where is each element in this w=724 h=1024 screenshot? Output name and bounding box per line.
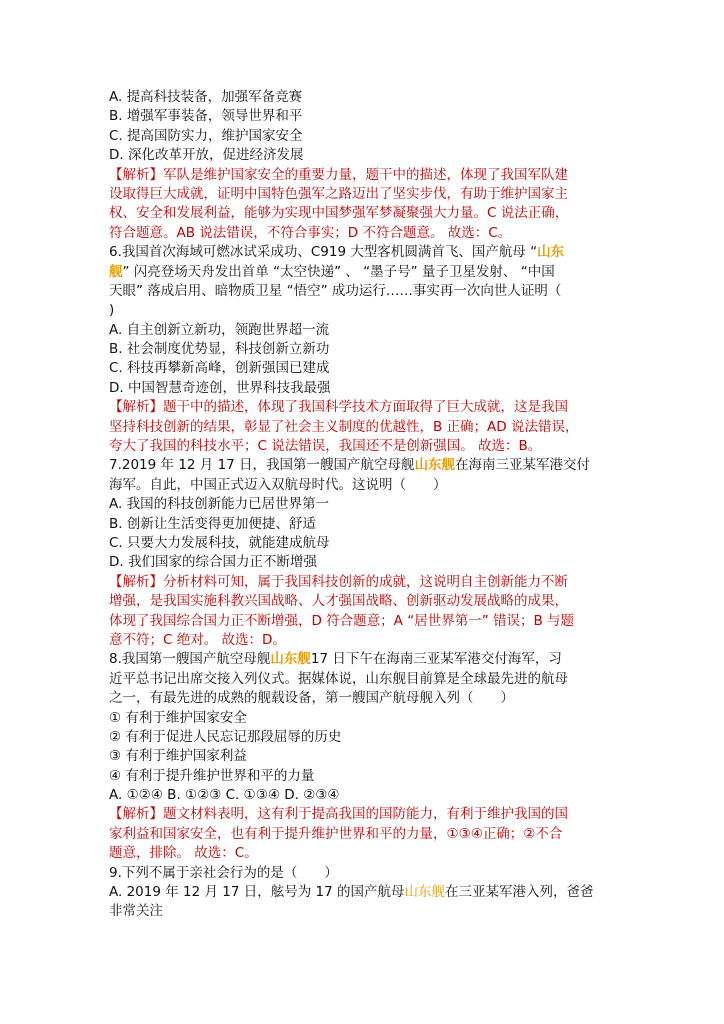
q8-options: A. ①②④ B. ①②③ C. ①③④ D. ②③④ xyxy=(109,787,340,804)
q7-option-c: C. 只要大力发展科技，就能建成航母 xyxy=(109,534,330,551)
q8-stem-line: 之一，有最先进的成熟的舰载设备，第一艘国产航母舰入列（ ） xyxy=(109,690,514,707)
q7-stem-line: 海军。自此，中国正式迈入双航母时代。这说明（ ） xyxy=(109,476,447,493)
q8-stem-line xyxy=(109,650,619,669)
q5-option-b: B. 增强军事装备，领导世界和平 xyxy=(109,108,303,125)
q8-item: ③ 有利于维护国家利益 xyxy=(109,748,247,765)
q6-analysis-line: 坚持科技创新的结果，彰显了社会主义制度的优越性，B 正确；AD 说法错误， xyxy=(109,418,579,435)
q8-highlight: 山东舰 xyxy=(270,651,311,668)
q6-stem-line: ) xyxy=(109,302,115,319)
q9-stem: 9.下列不属于亲社会行为的是（ ） xyxy=(109,864,338,881)
q5-option-d: D. 深化改革开放，促进经济发展 xyxy=(109,147,304,164)
q6-analysis-line: 夸大了我国的科技水平；C 说法错误，我国还不是创新强国。 故选：B。 xyxy=(109,438,542,455)
q8-analysis-line: 【解析】题文材料表明，这有利于提高我国的国防能力，有利于维护我国的国 xyxy=(109,806,568,823)
q6-option-d: D. 中国智慧奇迹创，世界科技我最强 xyxy=(109,379,331,396)
q7-highlight: 山东舰 xyxy=(414,457,456,474)
q9-option-a xyxy=(109,883,619,902)
q6-stem-line xyxy=(109,263,619,282)
q6-option-a: A. 自主创新立新功，领跑世界超一流 xyxy=(109,321,330,338)
q6-stem-line xyxy=(109,243,619,262)
q6-highlight: 山东 xyxy=(537,244,565,261)
q6-option-b: B. 社会制度优势显，科技创新立新功 xyxy=(109,341,330,358)
q6-analysis-line: 【解析】题干中的描述，体现了我国科学技术方面取得了巨大成就，这是我国 xyxy=(109,399,568,416)
q9-option-text: 在三亚某军港入列，爸爸 xyxy=(445,884,594,901)
q6-stem-text: 6.我国首次海域可燃冰试采成功、C919 大型客机圆满首飞、国产航母 “ xyxy=(109,244,538,261)
q5-analysis-line: 符合题意。AB 说法错误，不符合事实；D 不符合题意。 故选：C。 xyxy=(109,224,512,241)
q8-analysis-line: 家利益和国家安全，也有利于提升维护世界和平的力量，①③④正确；②不合 xyxy=(109,825,563,842)
q7-stem-text: 7.2019 年 12 月 17 日，我国第一艘国产航空母舰 xyxy=(109,457,415,474)
q8-item: ① 有利于维护国家安全 xyxy=(109,709,247,726)
q8-stem-text: 8.我国第一艘国产航空母舰 xyxy=(109,651,271,668)
q5-analysis-line: 权、安全和发展利益，能够为实现中国梦强军梦凝聚强大力量。C 说法正确， xyxy=(109,205,569,222)
q7-analysis-line: 意不符；C 绝对。 故选：D。 xyxy=(109,631,286,648)
q5-analysis-line: 【解析】军队是维护国家安全的重要力量，题干中的描述，体现了我国军队建 xyxy=(109,166,568,183)
q8-stem-line: 近平总书记出席交接入列仪式。据媒体说，山东舰目前算是全球最先进的航母 xyxy=(109,670,568,687)
q9-option-text: A. 2019 年 12 月 17 日，舷号为 17 的国产航母 xyxy=(109,884,405,901)
q7-option-d: D. 我们国家的综合国力正不断增强 xyxy=(109,554,317,571)
q7-analysis-line: 增强，是我国实施科教兴国战略、人才强国战略、创新驱动发展战略的成果， xyxy=(109,593,568,610)
q7-stem-line xyxy=(109,456,619,475)
q9-highlight: 山东舰 xyxy=(404,884,446,901)
q7-analysis-line: 体现了我国综合国力正不断增强，D 符合题意；A “居世界第一” 错误；B 与题 xyxy=(109,612,575,629)
document-body xyxy=(109,88,619,922)
q7-analysis-line: 【解析】分析材料可知，属于我国科技创新的成就，这说明自主创新能力不断 xyxy=(109,573,568,590)
q5-analysis-line: 设取得巨大成就，证明中国特色强军之路迈出了坚实步伐，有助于维护国家主 xyxy=(109,185,568,202)
q7-option-b: B. 创新让生活变得更加便捷、舒适 xyxy=(109,515,316,532)
q5-option-a: A. 提高科技装备，加强军备竞赛 xyxy=(109,89,303,105)
q7-option-a: A. 我国的科技创新能力已居世界第一 xyxy=(109,496,330,513)
q8-analysis-line: 题意，排除。 故选：C。 xyxy=(109,845,258,862)
q6-highlight: 舰 xyxy=(109,263,123,280)
q6-stem-text: ” 闪亮登场天舟发出首单 “太空快递” 、 “墨子号” 量子卫星发射、 “中国 xyxy=(122,263,555,280)
q6-stem-line: 天眼” 落成启用、暗物质卫星 “悟空” 成功运行……事实再一次向世人证明（ xyxy=(109,282,562,299)
q7-stem-text: 在海南三亚某军港交付 xyxy=(455,457,591,474)
q5-option-c: C. 提高国防实力，维护国家安全 xyxy=(109,127,303,144)
q8-item: ④ 有利于提升维护世界和平的力量 xyxy=(109,767,315,784)
q8-stem-text: 17 日下午在海南三亚某军港交付海军，习 xyxy=(310,651,562,668)
q8-item: ② 有利于促进人民忘记那段屈辱的历史 xyxy=(109,728,342,745)
q9-option-a-cont: 非常关注 xyxy=(109,903,163,920)
q6-option-c: C. 科技再攀新高峰，创新强国已建成 xyxy=(109,360,330,377)
